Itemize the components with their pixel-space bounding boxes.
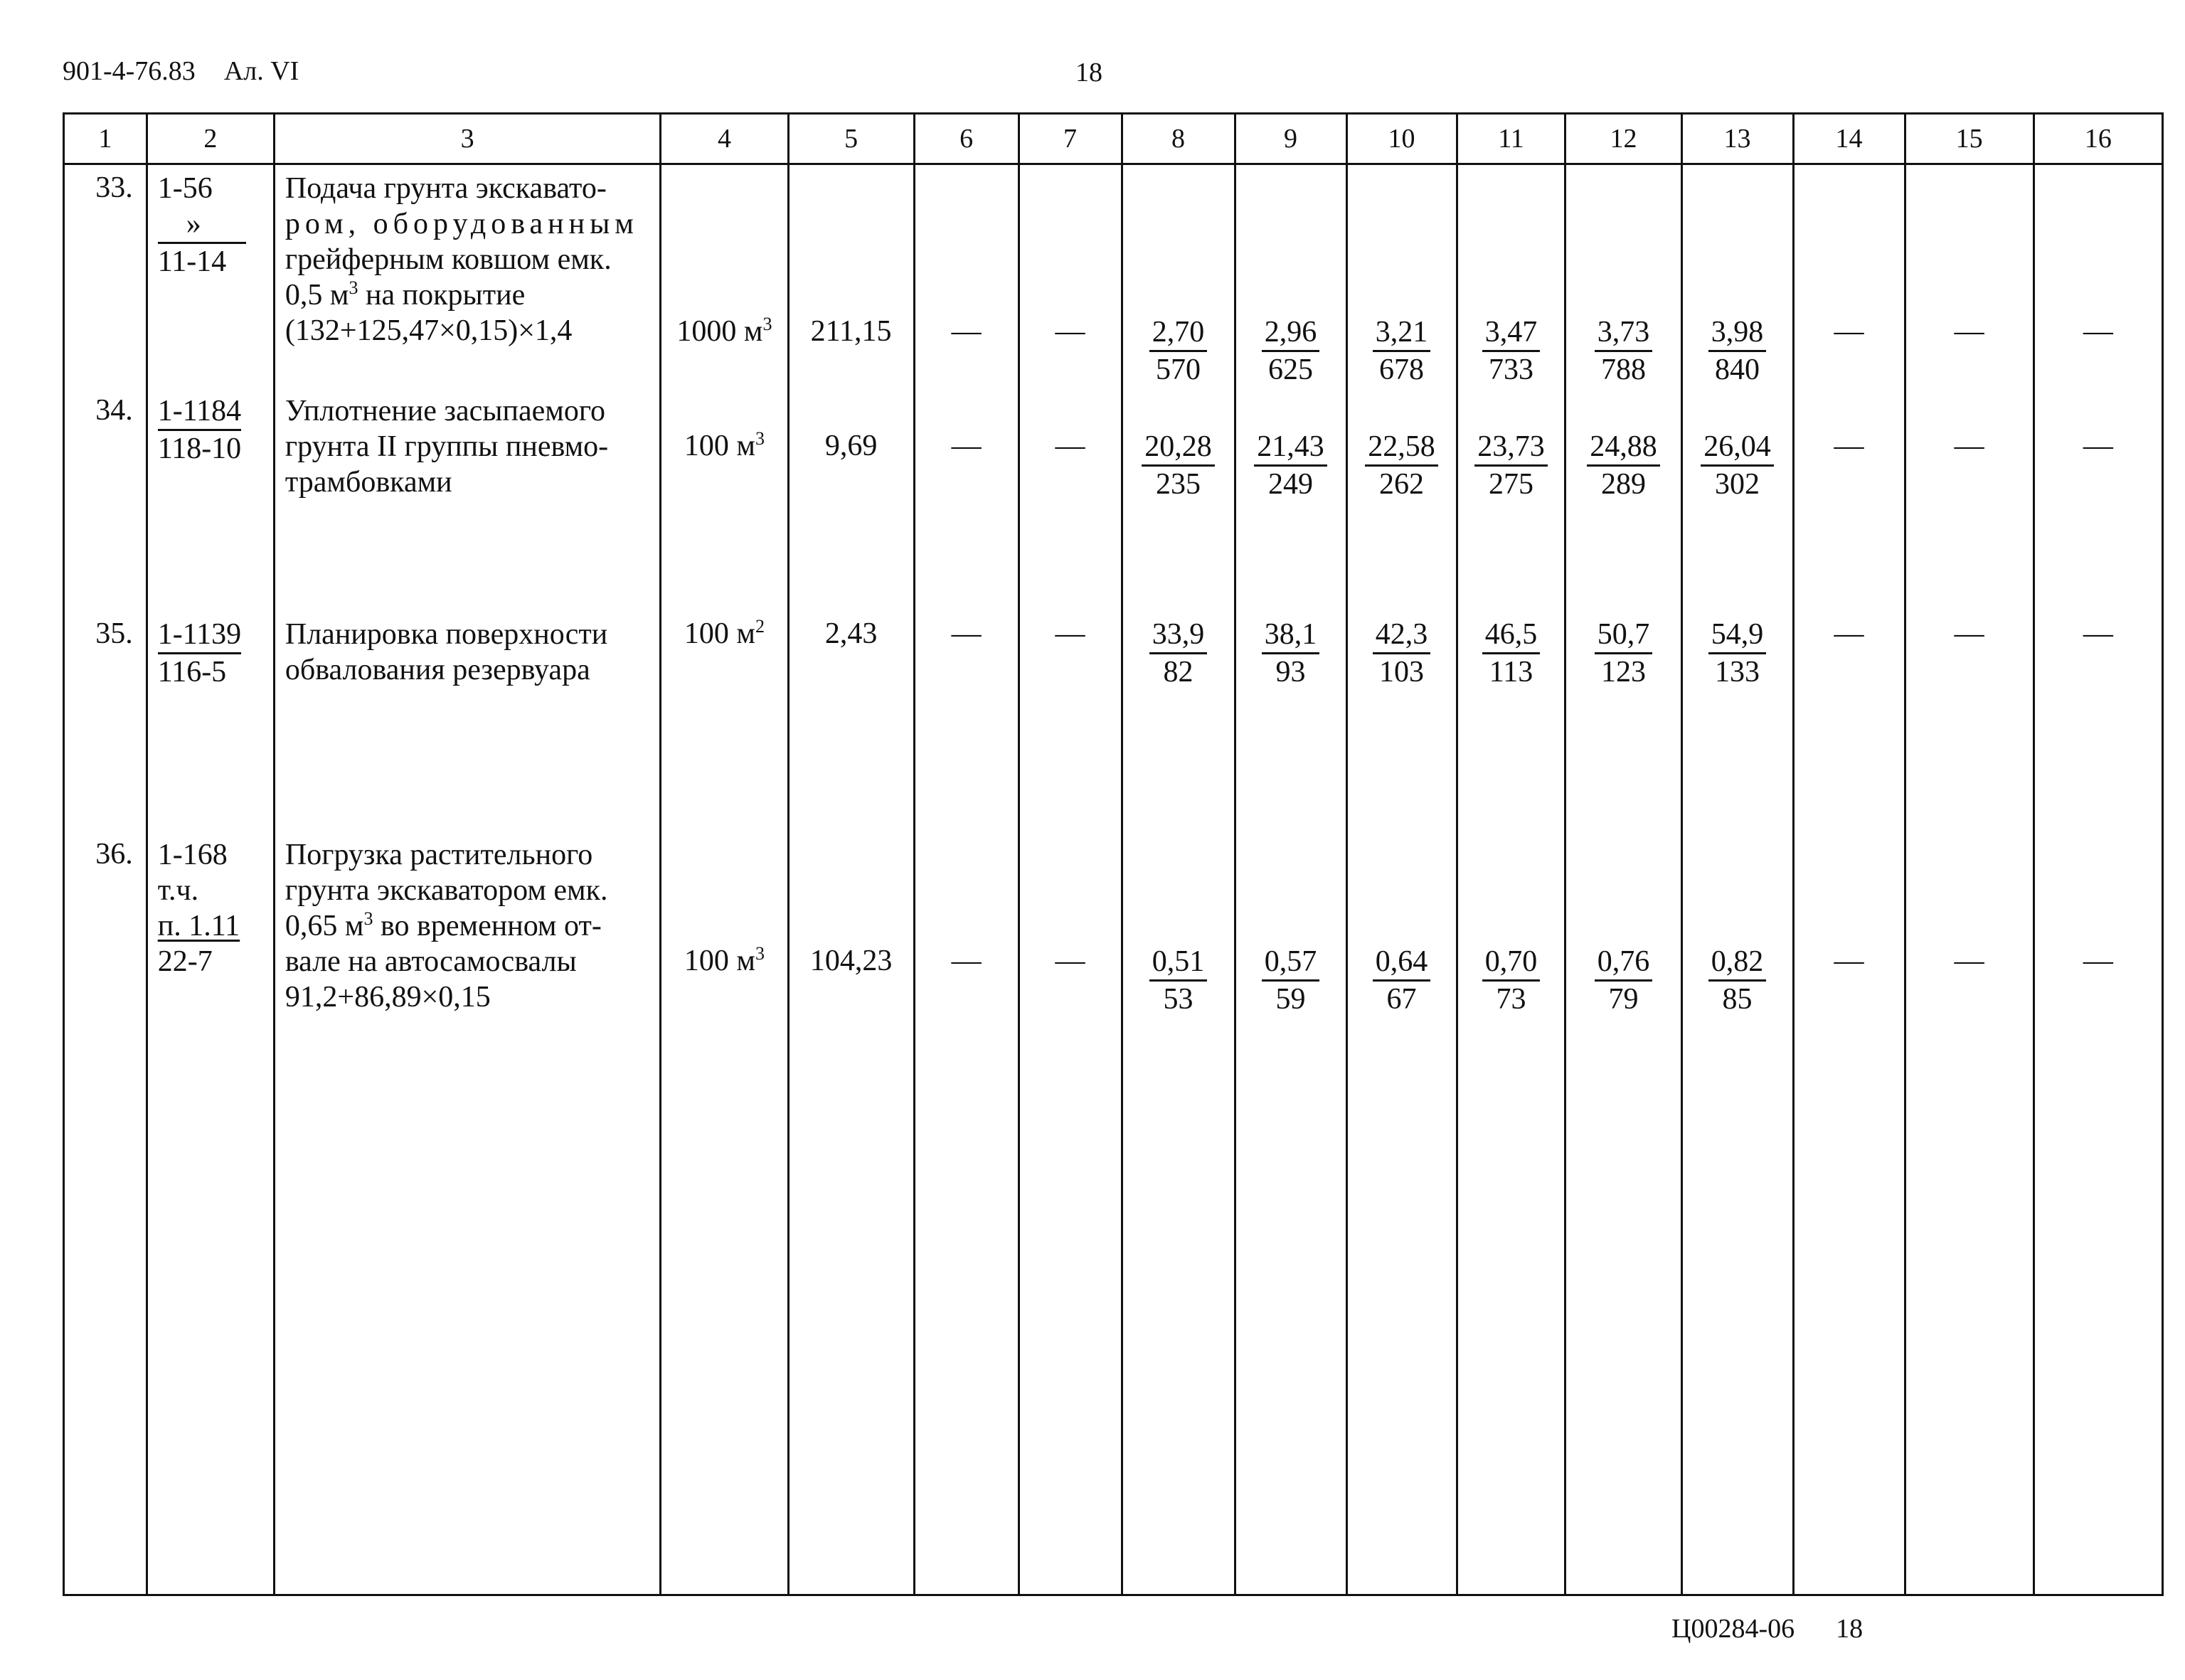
price-fraction [1681, 831, 1793, 1595]
fraction-bottom: 249 [1268, 468, 1314, 501]
fraction-top: 20,28 [1142, 429, 1215, 467]
norm-code [147, 611, 274, 831]
norm-code [147, 831, 274, 1595]
fraction-top: 3,98 [1708, 314, 1767, 352]
fraction-bottom: 113 [1489, 656, 1533, 689]
quantity: 2,43 [788, 611, 914, 831]
price-fraction [1457, 831, 1565, 1595]
price-fraction [1681, 388, 1793, 611]
estimate-table [63, 112, 2164, 1596]
quantity: 211,15 [788, 164, 914, 388]
column-header: 16 [2034, 114, 2162, 164]
price-fraction [1346, 831, 1457, 1595]
footer-code: Ц00284-06 [1671, 1614, 1795, 1644]
fraction-top: 33,9 [1149, 617, 1208, 654]
fraction-bottom: 302 [1715, 468, 1760, 501]
column-header: 8 [1122, 114, 1235, 164]
work-description [274, 388, 660, 611]
empty-dash: — [914, 164, 1019, 388]
norm-code [147, 164, 274, 388]
norm-code-line: 1-1184 [158, 393, 241, 431]
empty-dash: — [1905, 831, 2034, 1595]
fraction-bottom: 235 [1156, 468, 1201, 501]
price-fraction [1681, 611, 1793, 831]
empty-dash: — [914, 388, 1019, 611]
empty-dash: — [1905, 164, 2034, 388]
price-fraction [1565, 611, 1681, 831]
unit: 100 $м^2$ [661, 611, 788, 831]
fraction-top: 54,9 [1708, 617, 1767, 654]
fraction-top: 2,70 [1149, 314, 1208, 352]
fraction-bottom: 733 [1488, 353, 1533, 386]
price-fraction [1346, 164, 1457, 388]
fraction-top: 26,04 [1701, 429, 1774, 467]
column-header: 4 [661, 114, 788, 164]
price-fraction [1235, 164, 1346, 388]
column-header: 13 [1681, 114, 1793, 164]
quantity: 104,23 [788, 831, 914, 1595]
fraction-top: 23,73 [1474, 429, 1548, 467]
fraction-top: 22,58 [1365, 429, 1438, 467]
empty-dash: — [1793, 164, 1905, 388]
price-fraction [1235, 611, 1346, 831]
fraction-top: 21,43 [1254, 429, 1327, 467]
description-line: 0,5 $м^3$ на покрытие [285, 277, 526, 312]
price-fraction [1122, 831, 1235, 1595]
norm-code-line: 1-168 [157, 839, 228, 871]
fraction-top: 24,88 [1587, 429, 1660, 467]
price-fraction [1346, 388, 1457, 611]
fraction-bottom: 123 [1601, 656, 1646, 689]
fraction-bottom: 73 [1496, 983, 1526, 1016]
fraction-top: 3,47 [1482, 314, 1541, 352]
column-header: 15 [1905, 114, 2034, 164]
fraction-bottom: 93 [1275, 656, 1306, 689]
empty-dash: — [1905, 611, 2034, 831]
fraction-top: 0,51 [1149, 944, 1208, 982]
price-fraction [1565, 164, 1681, 388]
description-line: трамбовками [285, 466, 452, 499]
column-header: 6 [914, 114, 1019, 164]
norm-code [147, 388, 274, 611]
column-header: 7 [1019, 114, 1122, 164]
empty-dash: — [1793, 831, 1905, 1595]
price-fraction [1346, 611, 1457, 831]
fraction-bottom: 570 [1156, 353, 1201, 386]
fraction-top: 0,76 [1595, 944, 1653, 982]
fraction-bottom: 788 [1601, 353, 1646, 386]
fraction-bottom: 85 [1722, 983, 1753, 1016]
price-fraction [1235, 831, 1346, 1595]
fraction-top: 3,73 [1595, 314, 1653, 352]
unit: 1000 $м^3$ [661, 164, 788, 388]
work-description [274, 164, 660, 388]
column-header: 1 [64, 114, 147, 164]
fraction-bottom: 678 [1379, 353, 1424, 386]
price-fraction [1122, 388, 1235, 611]
description-line: грейферным ковшом емк. [285, 243, 612, 276]
price-fraction [1235, 388, 1346, 611]
fraction-bottom: 275 [1488, 468, 1533, 501]
column-header: 11 [1457, 114, 1565, 164]
fraction-top: 50,7 [1595, 617, 1653, 654]
empty-dash: — [2034, 388, 2162, 611]
fraction-top: 3,21 [1373, 314, 1431, 352]
fraction-bottom: 133 [1715, 656, 1760, 689]
price-fraction [1457, 611, 1565, 831]
fraction-bottom: 625 [1268, 353, 1314, 386]
table-row [64, 164, 2163, 388]
column-header: 12 [1565, 114, 1681, 164]
fraction-bottom: 67 [1386, 983, 1417, 1016]
empty-dash: — [1019, 831, 1122, 1595]
description-line: грунта II группы пневмо- [285, 430, 609, 463]
table-row [64, 831, 2163, 1595]
row-number: 33. [64, 164, 147, 388]
empty-dash: — [1793, 611, 1905, 831]
description-line: вале на автосамосвалы [285, 945, 577, 978]
description-line: ром, оборудованным [285, 208, 639, 240]
norm-code-line: 11-14 [157, 245, 227, 278]
column-header: 14 [1793, 114, 1905, 164]
fraction-top: 2,96 [1262, 314, 1320, 352]
empty-dash: — [2034, 164, 2162, 388]
empty-dash: — [2034, 831, 2162, 1595]
page-number: 18 [1075, 58, 1102, 87]
empty-dash: — [1019, 388, 1122, 611]
album-number: Ал. VI [223, 56, 299, 86]
fraction-top: 0,57 [1262, 944, 1320, 982]
description-line: Подача грунта экскавато- [285, 172, 607, 205]
footer [1671, 1613, 1863, 1644]
description-line: 91,2+86,89×0,15 [285, 981, 491, 1014]
unit: 100 $м^3$ [661, 831, 788, 1595]
description-line: Уплотнение засыпаемого [285, 395, 605, 427]
quantity: 9,69 [788, 388, 914, 611]
column-header: 10 [1346, 114, 1457, 164]
norm-code-line: 1-1139 [158, 617, 241, 654]
price-fraction [1457, 164, 1565, 388]
norm-code-line: 116-5 [157, 656, 227, 689]
fraction-top: 46,5 [1482, 617, 1541, 654]
fraction-top: 38,1 [1262, 617, 1320, 654]
table-row [64, 388, 2163, 611]
fraction-top: 0,82 [1708, 944, 1767, 982]
norm-code-line: п. 1.11 [157, 910, 240, 942]
work-description [274, 831, 660, 1595]
description-line: грунта экскаватором емк. [285, 874, 608, 907]
empty-dash: — [1793, 388, 1905, 611]
fraction-top: 0,70 [1482, 944, 1541, 982]
fraction-top: 42,3 [1373, 617, 1431, 654]
fraction-bottom: 289 [1601, 468, 1646, 501]
empty-dash: — [2034, 611, 2162, 831]
empty-dash: — [1019, 611, 1122, 831]
norm-code-line: 22-7 [157, 945, 213, 978]
description-line: обвалования резервуара [285, 654, 590, 686]
price-fraction [1565, 831, 1681, 1595]
price-fraction [1122, 611, 1235, 831]
description-line: Планировка поверхности [285, 618, 608, 651]
column-header: 5 [788, 114, 914, 164]
fraction-bottom: 103 [1379, 656, 1424, 689]
document-code [63, 55, 299, 87]
column-header: 9 [1235, 114, 1346, 164]
price-fraction [1565, 388, 1681, 611]
price-fraction [1681, 164, 1793, 388]
price-fraction [1457, 388, 1565, 611]
norm-code-line: » [158, 206, 246, 244]
fraction-bottom: 79 [1608, 983, 1639, 1016]
table-row [64, 611, 2163, 831]
fraction-bottom: 53 [1163, 983, 1193, 1016]
row-number: 34. [64, 388, 147, 611]
price-fraction [1122, 164, 1235, 388]
empty-dash: — [1905, 388, 2034, 611]
fraction-bottom: 262 [1379, 468, 1424, 501]
empty-dash: — [1019, 164, 1122, 388]
norm-code-line: т.ч. [157, 874, 199, 907]
empty-dash: — [914, 611, 1019, 831]
row-number: 36. [64, 831, 147, 1595]
row-number: 35. [64, 611, 147, 831]
column-number-row [64, 114, 2163, 164]
unit: 100 $м^3$ [661, 388, 788, 611]
column-header: 3 [274, 114, 660, 164]
fraction-bottom: 82 [1163, 656, 1193, 689]
column-header: 2 [147, 114, 274, 164]
fraction-bottom: 840 [1715, 353, 1760, 386]
work-description [274, 611, 660, 831]
description-line: Погрузка растительного [285, 839, 593, 871]
description-line: (132+125,47×0,15)×1,4 [285, 314, 573, 347]
description-line: 0,65 $м^3$ во временном от- [285, 908, 602, 942]
footer-page-number: 18 [1836, 1614, 1864, 1644]
fraction-top: 0,64 [1373, 944, 1431, 982]
norm-code-line: 1-56 [157, 172, 213, 205]
fraction-bottom: 59 [1275, 983, 1306, 1016]
norm-code-line: 118-10 [157, 432, 242, 465]
document-number: 901-4-76.83 [63, 56, 196, 86]
empty-dash: — [914, 831, 1019, 1595]
